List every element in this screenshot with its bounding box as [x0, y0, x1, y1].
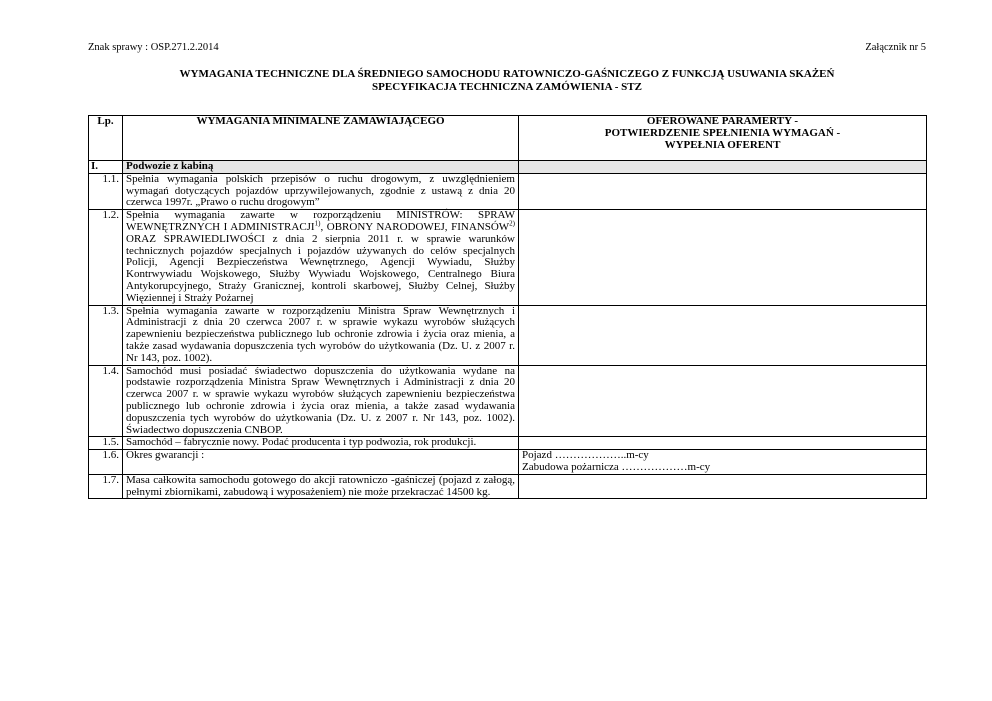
requirement-text-part: Spełnia wymagania zawarte w rozporządzeniu MINISTRÓW: SPRAW WEWNĘTRZNYCH I ADMINISTRACJI [126, 209, 515, 233]
col-header-offer [519, 116, 927, 161]
attachment-number: Załącznik nr 5 [865, 42, 926, 53]
row-requirement: Okres gwarancji : [123, 450, 519, 475]
row-requirement: Samochód musi posiadać świadectwo dopuszczenia do użytkowania wydane na podstawie rozporządzenia Ministra Spraw Wewnętrznych i Administracji z dnia 20 czerwca 2007 r. w sprawie wykazu wyrobów służących zapewnieniu bezpieczeństwa publicznego lub ochronie zdrowia i życia oraz mienia, a także zasad wydawania dopuszczenia tych wyrobów do użytkowania (Dz. U. z 2007 r. Nr 143, poz. 1002). Świadectwo dopuszczenia CNBOP. [123, 365, 519, 437]
table-row [89, 210, 927, 305]
row-offer-cell[interactable] [519, 210, 927, 305]
col-header-offer-line-3: WYPEŁNIA OFERENT [664, 138, 781, 151]
row-number: 1.5. [89, 437, 123, 450]
row-requirement: Spełnia wymagania zawarte w rozporządzeniu Ministra Spraw Wewnętrznych i Administracji z dnia 20 czerwca 2007 r. w sprawie wykazu wyrobów służących zapewnieniu bezpieczeństwa publicznego lub ochronie zdrowia i życia oraz mienia, a także zasad wydawania dopuszczenia tych wyrobów do użytkowania (Dz. U. z 2007 r. Nr 143, poz. 1002). [123, 305, 519, 365]
section-label: Podwozie z kabiną [123, 161, 519, 174]
requirement-text-part: ORAZ SPRAWIEDLIWOŚCI z dnia 2 sierpnia 2011 r. w sprawie warunków technicznych pojazdów specjalnych i pojazdów używanych do celów specjalnych Policji, Agencji Bezpieczeństwa Wewnętrznego, Agencji Wywiadu, Służby Kontrwywiadu Wojskowego, Służby Wywiadu Wojskowego, Centralnego Biura Antykorupcyjnego, Straży Granicznej, kontroli skarbowej, Służby Celnej, Służby Więziennej i Straży Pożarnej [126, 232, 515, 304]
row-offer-cell[interactable] [519, 365, 927, 437]
table-row [89, 474, 927, 499]
title-line-1: WYMAGANIA TECHNICZNE DLA ŚREDNIEGO SAMOCHODU RATOWNICZO-GAŚNICZEGO Z FUNKCJĄ USUWANIA SKAŻEŃ [179, 68, 835, 80]
row-number: 1.2. [89, 210, 123, 305]
table-row [89, 365, 927, 437]
title-line-2: SPECYFIKACJA TECHNICZNA ZAMÓWIENIA - STZ [372, 81, 642, 93]
table-row [89, 450, 927, 475]
section-offer-cell [519, 161, 927, 174]
row-number: 1.1. [89, 173, 123, 209]
document-title [88, 68, 926, 94]
row-offer-cell[interactable] [519, 305, 927, 365]
spec-table [88, 115, 927, 499]
section-number: I. [89, 161, 123, 174]
section-row [89, 161, 927, 174]
footnote-ref: 2) [509, 219, 516, 228]
table-row [89, 305, 927, 365]
col-header-offer-line-2: POTWIERDZENIE SPEŁNIENIA WYMAGAŃ - [604, 126, 841, 139]
case-reference: Znak sprawy : OSP.271.2.2014 [88, 42, 219, 53]
row-number: 1.4. [89, 365, 123, 437]
row-offer-cell[interactable] [519, 450, 927, 475]
row-number: 1.3. [89, 305, 123, 365]
row-offer-cell[interactable] [519, 437, 927, 450]
col-header-lp: Lp. [89, 116, 123, 161]
warranty-vehicle-field[interactable]: Pojazd ………………..m-cy [522, 449, 649, 462]
table-row [89, 437, 927, 450]
row-requirement: Masa całkowita samochodu gotowego do akcji ratowniczo -gaśniczej (pojazd z załogą, pełnymi zbiornikami, zabudową i wyposażeniem) nie może przekraczać 14500 kg. [123, 474, 519, 499]
row-offer-cell[interactable] [519, 173, 927, 209]
row-number: 1.7. [89, 474, 123, 499]
table-header-row [89, 116, 927, 161]
col-header-offer-line-1: OFEROWANE PARAMERTY - [646, 115, 799, 127]
row-number: 1.6. [89, 450, 123, 475]
footnote-ref: 1) [314, 219, 321, 228]
col-header-requirements: WYMAGANIA MINIMALNE ZAMAWIAJĄCEGO [123, 116, 519, 161]
table-row [89, 173, 927, 209]
row-requirement: Spełnia wymagania polskich przepisów o ruchu drogowym, z uwzględnieniem wymagań dotyczących pojazdów uprzywilejowanych, zgodnie z ustawą z dnia 20 czerwca 1997r. „Prawo o ruchu drogowym” [123, 173, 519, 209]
row-offer-cell[interactable] [519, 474, 927, 499]
warranty-body-field[interactable]: Zabudowa pożarnicza ………………m-cy [522, 460, 711, 473]
requirement-text-part: , OBRONY NARODOWEJ, FINANSÓW [320, 220, 510, 233]
row-requirement: Samochód – fabrycznie nowy. Podać producenta i typ podwozia, rok produkcji. [123, 437, 519, 450]
row-requirement [123, 210, 519, 305]
